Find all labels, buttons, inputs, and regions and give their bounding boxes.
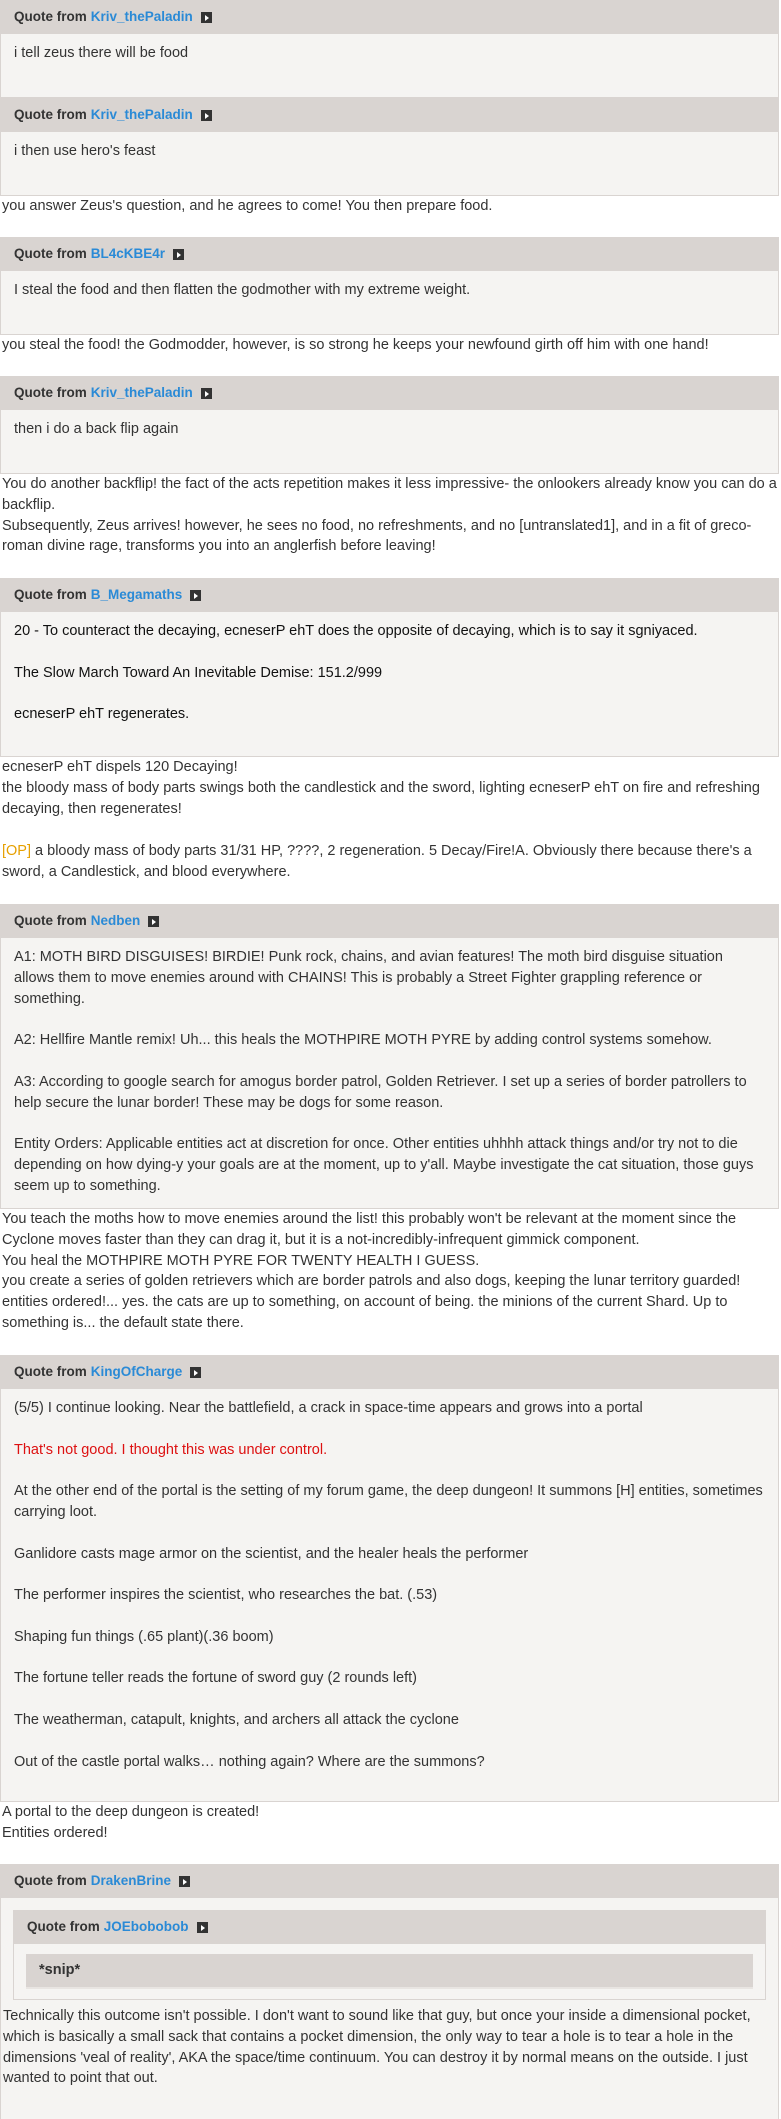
op-note (0, 841, 779, 883)
quote-body (1, 938, 778, 1211)
quote-header (1, 1356, 778, 1389)
op-tag: [OP] (2, 843, 32, 859)
quote-text: I steal the food and then flatten the godmother with my extreme weight. (14, 282, 471, 298)
quote-from-label: Quote from (14, 1364, 87, 1380)
quote-text: i then use hero's feast (14, 143, 156, 159)
reply-line: ecneserP ehT dispels 120 Decaying! (2, 759, 238, 775)
quote-body (1, 612, 778, 739)
quote-text: Shaping fun things (.65 plant)(.36 boom) (14, 1628, 274, 1645)
quote-text: Entity Orders: Applicable entities act at discretion for once. Other entities uhhhh attack things and/or try not to die depending on how dying-y your goals are at the moment, up to y'all. Maybe investigate the cat situation, those guys seem up to something. (14, 1136, 754, 1194)
quote-block (0, 904, 779, 1209)
reply-line: You do another backflip! the fact of the acts repetition makes it less impressive- the onlookers already know you can do a backflip. (2, 476, 777, 513)
reply-line: Subsequently, Zeus arrives! however, he sees no food, no refreshments, and no [untranslated1], and in a fit of greco-roman divine rage, transforms you into an anglerfish before leaving! (2, 517, 752, 555)
reply-text (0, 1802, 779, 1844)
quote-body (1, 132, 778, 176)
quote-author-link[interactable]: BL4cKBE4r (90, 246, 166, 262)
quote-author-link[interactable]: Kriv_thePaladin (90, 9, 193, 25)
quote-from-label: Quote from (14, 107, 87, 123)
quote-block (0, 578, 779, 757)
reply-line: Entities ordered! (2, 1824, 108, 1841)
reply-text (0, 474, 779, 557)
quote-author-link[interactable]: Kriv_thePaladin (90, 107, 193, 123)
quote-header (1, 905, 778, 938)
quote-block (0, 98, 779, 196)
reply-line: you answer Zeus's question, and he agrees to come! You then prepare food. (2, 198, 493, 214)
quote-author-link[interactable]: B_Megamaths (90, 587, 183, 603)
quote-block (0, 237, 779, 335)
jump-to-post-icon[interactable] (179, 1876, 190, 1887)
reply-line: You teach the moths how to move enemies around the list! this probably won't be relevant at the moment since the Cyclone moves faster than they can drag it, but it is a not-incredibly-infrequent gimmick component. (2, 1211, 737, 1248)
reply-line: the bloody mass of body parts swings both the candlestick and the sword, lighting ecneserP ehT on fire and refreshing decaying, then regenerates! (2, 779, 760, 817)
quote-body (1, 1389, 778, 1786)
quote-text: At the other end of the portal is the setting of my forum game, the deep dungeon! It summons [H] entities, sometimes carrying loot. (14, 1483, 763, 1520)
quote-header (1, 377, 778, 410)
quote-from-label: Quote from (14, 246, 87, 262)
jump-to-post-icon[interactable] (197, 1922, 208, 1933)
quote-body (1, 2006, 778, 2089)
quote-body (1, 271, 778, 315)
quote-author-link[interactable]: KingOfCharge (90, 1364, 183, 1380)
quote-block (0, 0, 779, 98)
quote-text-red: That's not good. I thought this was under control. (14, 1441, 328, 1458)
quote-from-label: Quote from (27, 1919, 100, 1935)
quote-text: A1: MOTH BIRD DISGUISES! BIRDIE! Punk rock, chains, and avian features! The moth bird disguise situation allows them to move enemies around with CHAINS! This is probably a Street Fighter grappling reference or something. (14, 949, 723, 1007)
quote-text: A2: Hellfire Mantle remix! Uh... this heals the MOTHPIRE MOTH PYRE by adding control systems somehow. (14, 1032, 712, 1049)
op-text: a bloody mass of body parts 31/31 HP, ????, 2 regeneration. 5 Decay/Fire!A. Obviously there because there's a sword, a Candlestick, and blood everywhere. (2, 843, 752, 880)
quote-text: Ganlidore casts mage armor on the scientist, and the healer heals the performer (14, 1545, 529, 1562)
quote-text: then i do a back flip again (14, 421, 179, 437)
quote-text: A3: According to google search for amogus border patrol, Golden Retriever. I set up a series of border patrollers to help secure the lunar border! These may be dogs for some reason. (14, 1073, 747, 1111)
quote-text: (5/5) I continue looking. Near the battlefield, a crack in space-time appears and grows into a portal (14, 1400, 643, 1416)
quote-text: The performer inspires the scientist, who researches the bat. (.53) (14, 1587, 438, 1604)
jump-to-post-icon[interactable] (148, 916, 159, 927)
snip-block: *snip* (26, 1954, 753, 1989)
quote-body (1, 34, 778, 78)
quote-from-label: Quote from (14, 385, 87, 401)
quote-text: ecneserP ehT regenerates. (14, 706, 190, 723)
jump-to-post-icon[interactable] (201, 12, 212, 23)
jump-to-post-icon[interactable] (190, 1367, 201, 1378)
reply-text (0, 196, 779, 217)
quote-header (1, 99, 778, 132)
reply-text (0, 335, 779, 356)
reply-line: You heal the MOTHPIRE MOTH PYRE FOR TWENTY HEALTH I GUESS. (2, 1252, 480, 1269)
quote-author-link[interactable]: Kriv_thePaladin (90, 385, 193, 401)
reply-text (0, 757, 779, 819)
quote-block (0, 376, 779, 474)
reply-line: you steal the food! the Godmodder, however, is so strong he keeps your newfound girth off him with one hand! (2, 337, 709, 353)
quote-text: The weatherman, catapult, knights, and archers all attack the cyclone (14, 1711, 459, 1728)
quote-author-link[interactable]: JOEbobobob (103, 1919, 189, 1935)
quote-text: The Slow March Toward An Inevitable Demise: 151.2/999 (14, 664, 383, 681)
quote-text: i tell zeus there will be food (14, 45, 189, 61)
quote-author-link[interactable]: DrakenBrine (90, 1873, 172, 1889)
quote-body (1, 410, 778, 454)
jump-to-post-icon[interactable] (173, 249, 184, 260)
quote-text: 20 - To counteract the decaying, ecneserP ehT does the opposite of decaying, which is to say it sgniyaced. (14, 623, 698, 639)
quote-block (0, 1864, 779, 2119)
quote-from-label: Quote from (14, 1873, 87, 1889)
jump-to-post-icon[interactable] (190, 590, 201, 601)
reply-line: you create a series of golden retrievers which are border patrols and also dogs, keeping the lunar territory guarded! (2, 1273, 741, 1290)
quote-text: Out of the castle portal walks… nothing again? Where are the summons? (14, 1753, 485, 1770)
nested-quote-block (13, 1910, 766, 2000)
quote-from-label: Quote from (14, 587, 87, 603)
quote-header (1, 1865, 778, 1898)
reply-line: entities ordered!... yes. the cats are up to something, on account of being. the minions of the current Shard. Up to something is... the default state there. (2, 1294, 728, 1331)
reply-text (0, 1209, 779, 1334)
quote-text: The fortune teller reads the fortune of sword guy (2 rounds left) (14, 1670, 417, 1687)
quote-header (1, 1, 778, 34)
nested-quote-header (14, 1911, 765, 1944)
reply-line: A portal to the deep dungeon is created! (2, 1804, 260, 1820)
quote-from-label: Quote from (14, 9, 87, 25)
quote-block (0, 1355, 779, 1802)
quote-from-label: Quote from (14, 913, 87, 929)
quote-header (1, 238, 778, 271)
quote-text: Technically this outcome isn't possible. I don't want to sound like that guy, but once your inside a dimensional pocket, which is basically a small sack that contains a pocket dimension, the only way to tear a hole is to tear a hole in the dimensions 'veal of reality', AKA the space/time continuum. You can destroy it by normal means on the outside. I just wanted to point that out. (3, 2008, 751, 2087)
jump-to-post-icon[interactable] (201, 110, 212, 121)
jump-to-post-icon[interactable] (201, 388, 212, 399)
quote-author-link[interactable]: Nedben (90, 913, 141, 929)
quote-header (1, 579, 778, 612)
